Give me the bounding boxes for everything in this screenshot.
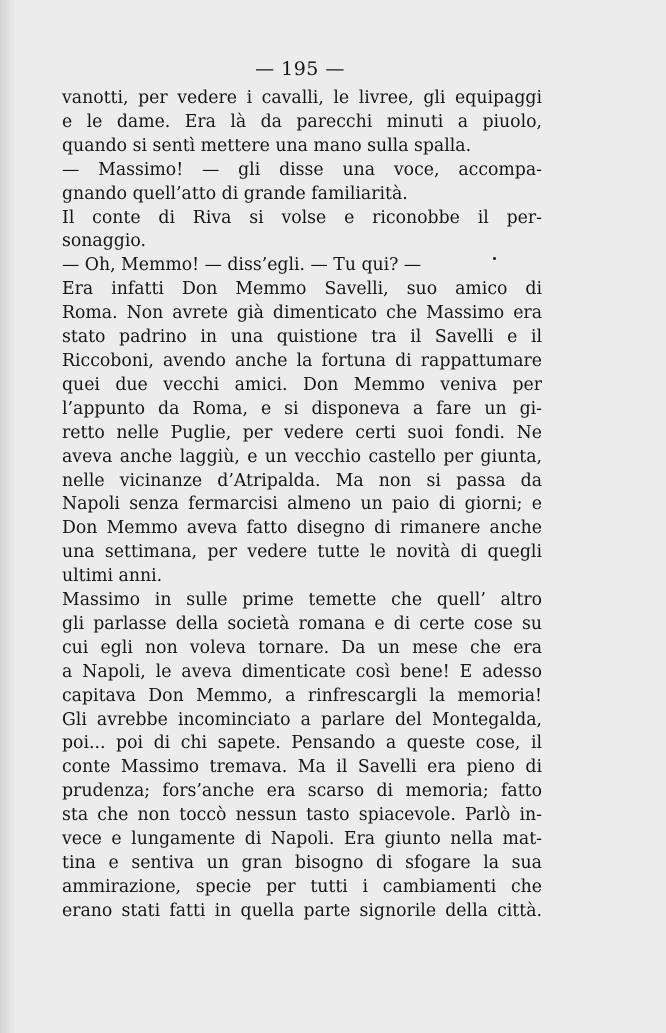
text-line: sonaggio.	[62, 231, 146, 252]
text-line: ammirazione, specie per tutti i cambiamenti che	[62, 876, 542, 897]
ink-speck	[493, 257, 496, 260]
text-line: ultimi anni.	[62, 566, 163, 587]
text-line: nelle vicinanze d’Atripalda. Ma non si passa da	[62, 470, 542, 491]
text-line: Era infatti Don Memmo Savelli, suo amico di	[62, 279, 542, 300]
page-number: — 195 —	[255, 58, 345, 80]
text-line: Don Memmo aveva fatto disegno di rimanere anche	[62, 518, 542, 539]
text-line: quando si sentì mettere una mano sulla spalla.	[62, 135, 472, 156]
text-line: capitava Don Memmo, a rinfrescargli la memoria!	[62, 685, 542, 706]
text-line: Massimo in sulle prime temette che quell’ altro	[62, 590, 542, 611]
text-line: l’appunto da Roma, e si disponeva a fare un gi-	[62, 398, 542, 419]
text-line: prudenza; fors’anche era scarso di memoria; fatto	[62, 781, 542, 802]
text-line: retto nelle Puglie, per vedere certi suoi fondi. Ne	[62, 422, 542, 443]
text-line: erano stati fatti in quella parte signorile della città.	[62, 900, 542, 921]
text-line: Roma. Non avrete già dimenticato che Massimo era	[62, 303, 542, 324]
text-line: e le dame. Era là da parecchi minuti a piuolo,	[62, 111, 542, 132]
text-line: poi... poi di chi sapete. Pensando a queste cose, il	[62, 733, 542, 754]
text-line: a Napoli, le aveva dimenticate così bene! E adesso	[62, 661, 542, 682]
text-line: una settimana, per vedere tutte le novità di quegli	[62, 542, 542, 563]
text-line: sta che non toccò nessun tasto spiacevole. Parlò in-	[62, 805, 542, 826]
text-line: aveva anche laggiù, e un vecchio castello per giunta,	[62, 446, 542, 467]
text-line: quei due vecchi amici. Don Memmo veniva per	[62, 374, 542, 395]
text-line: — Oh, Memmo! — diss’egli. — Tu qui? —	[62, 255, 422, 276]
text-line: — Massimo! — gli disse una voce, accompa-	[62, 159, 542, 180]
text-line: Il conte di Riva si volse e riconobbe il per-	[62, 207, 542, 228]
text-line: Napoli senza fermarcisi almeno un paio di giorni; e	[62, 494, 542, 515]
text-line: Gli avrebbe incominciato a parlare del Montegalda,	[62, 709, 542, 730]
text-line: conte Massimo tremava. Ma il Savelli era pieno di	[62, 757, 542, 778]
text-line: Riccoboni, avendo anche la fortuna di rappattumare	[62, 350, 542, 371]
body-text	[62, 87, 542, 924]
text-line: gli parlasse della società romana e di certe cose su	[62, 613, 542, 634]
text-line: cui egli non voleva tornare. Da un mese che era	[62, 637, 542, 658]
text-line: stato padrino in una quistione tra il Savelli e il	[62, 327, 542, 348]
text-line: tina e sentiva un gran bisogno di sfogare la sua	[62, 853, 542, 873]
text-line: vanotti, per vedere i cavalli, le livree, gli equipaggi	[62, 88, 542, 108]
text-line: vece e lungamente di Napoli. Era giunto nella mat-	[62, 829, 542, 850]
text-line: gnando quell’atto di grande familiarità.	[62, 183, 408, 204]
